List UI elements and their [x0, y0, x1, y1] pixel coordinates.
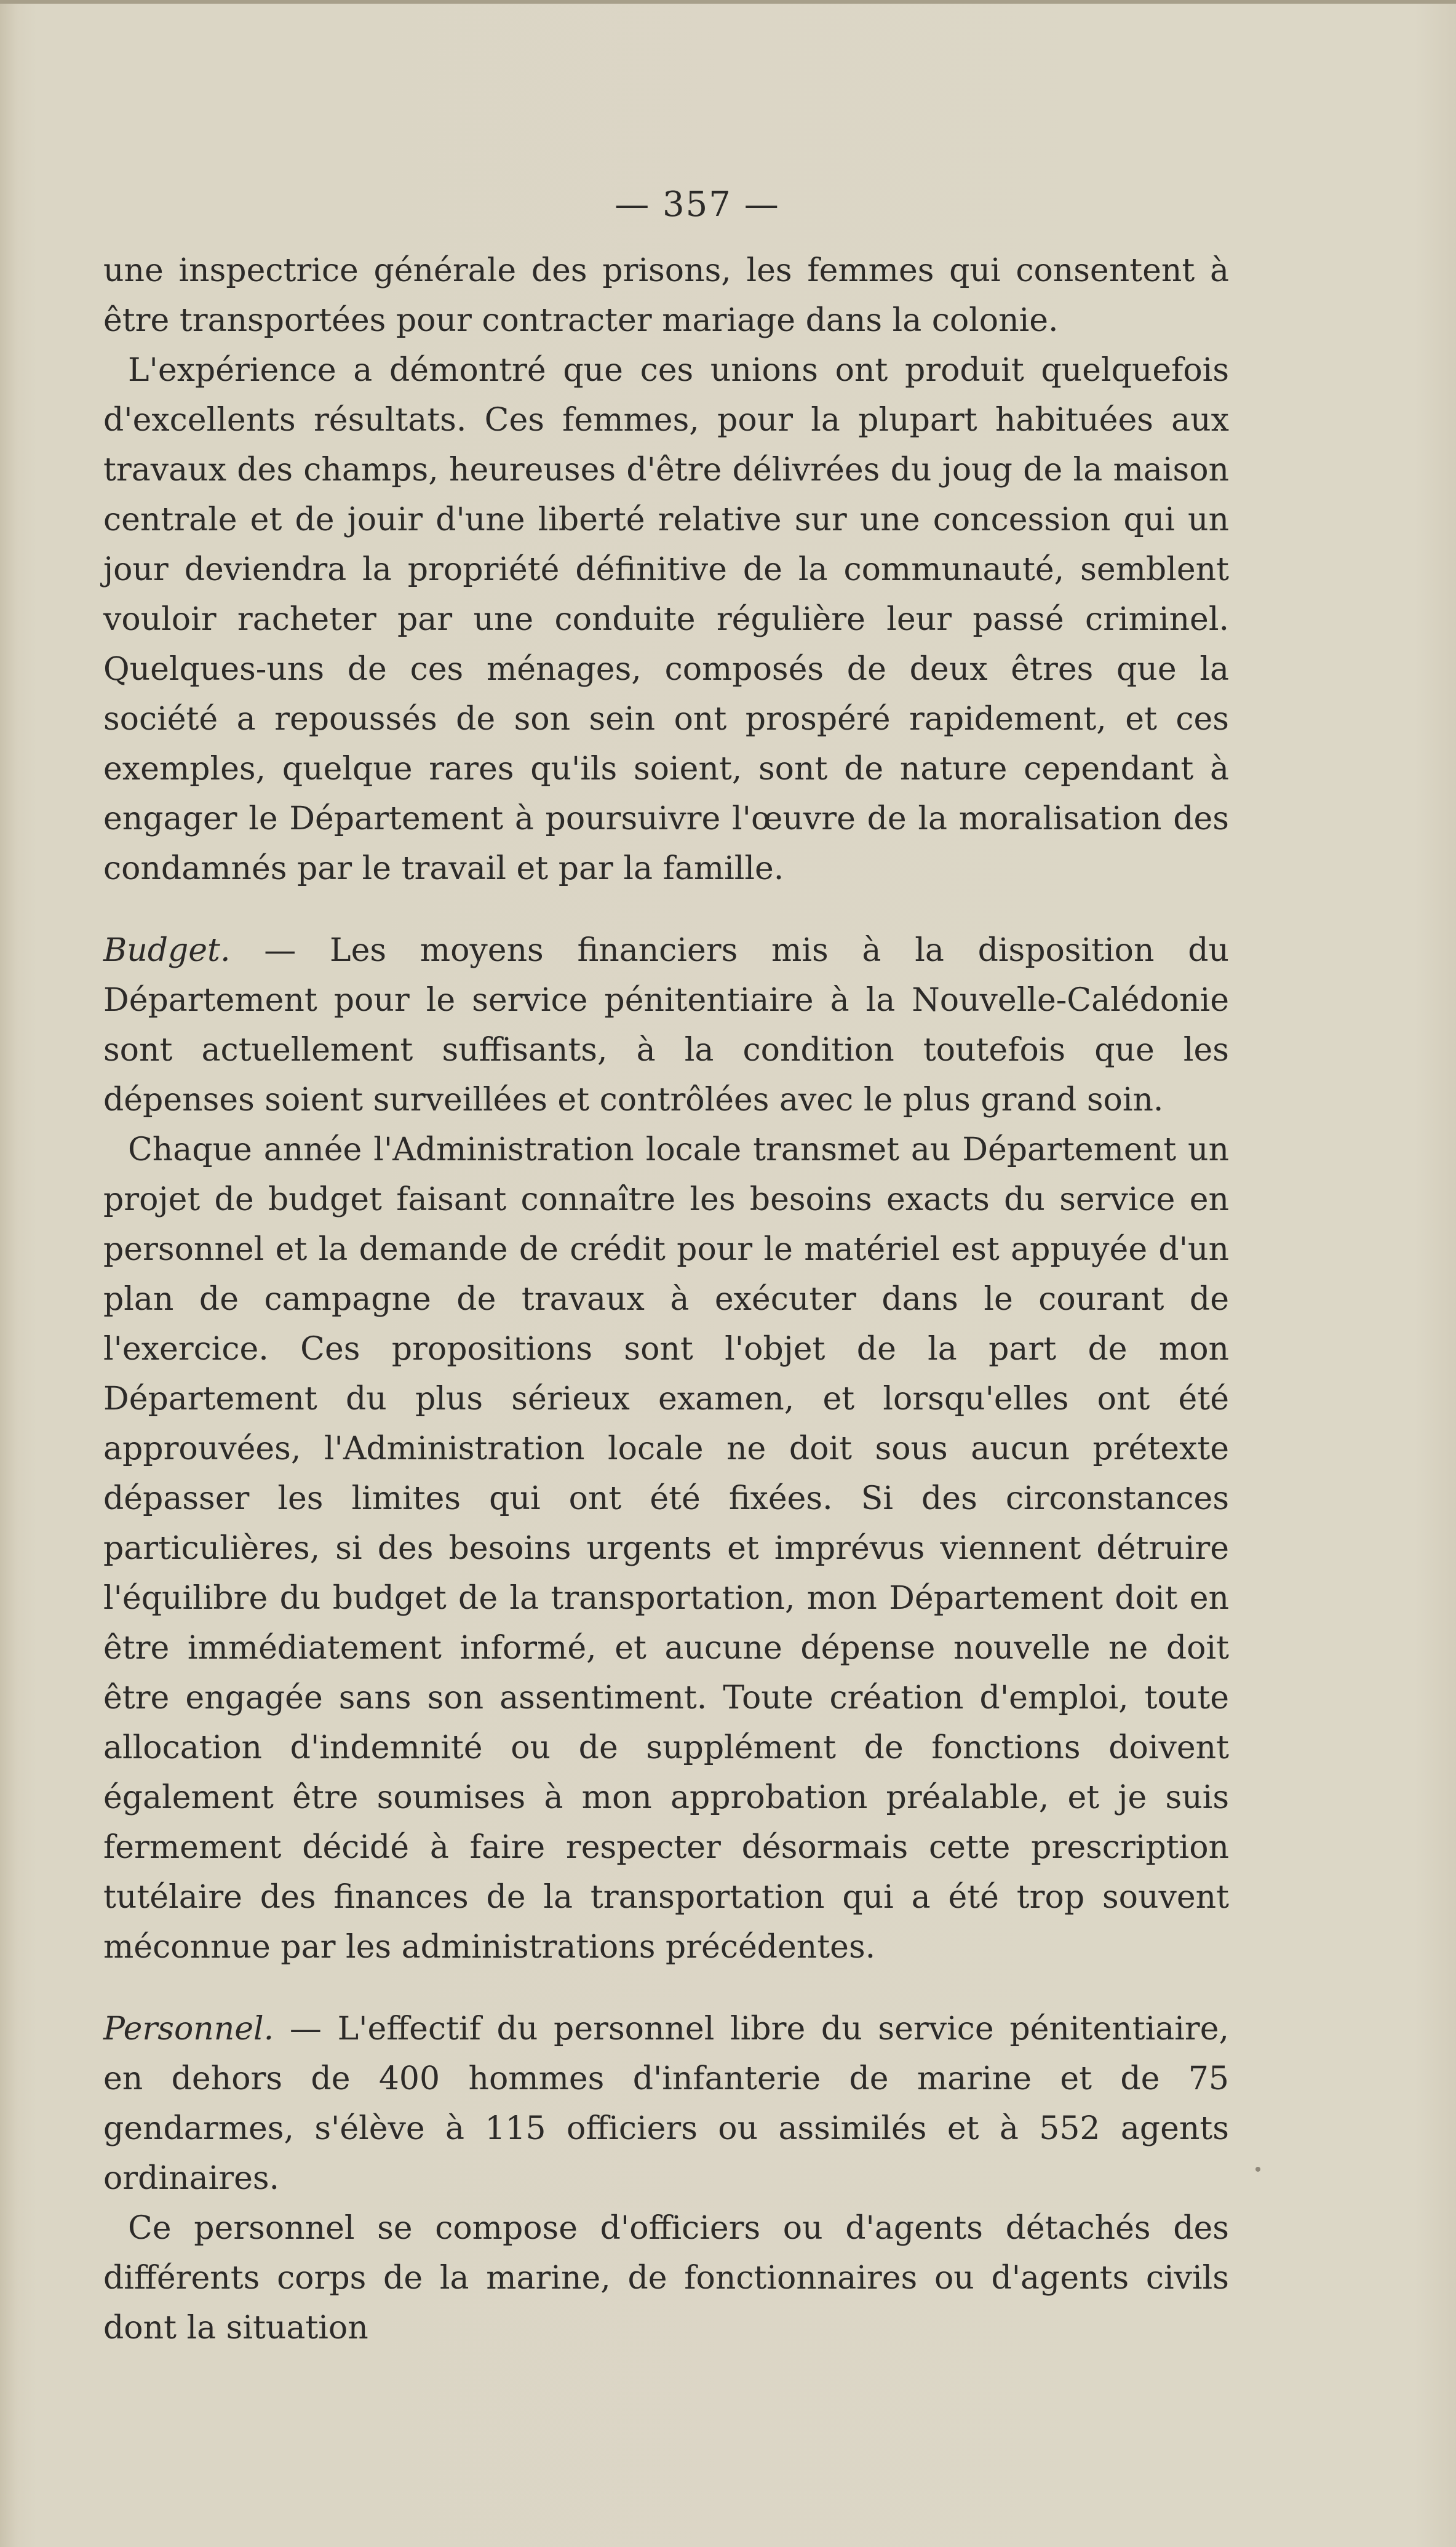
section-label-budget: Budget. — [103, 932, 231, 969]
paper-speck — [1255, 2167, 1260, 2172]
paragraph-budget — [103, 926, 1229, 1125]
paragraph-2 — [103, 346, 1229, 894]
body-text — [103, 246, 1229, 2353]
paragraph-1 — [103, 246, 1229, 346]
section-label-personnel: Personnel. — [103, 2011, 274, 2047]
paragraph-4-text: Chaque année l'Administration locale transmet au Département un projet de budget faisant connaître les besoins exacts du service en personnel et la demande de crédit pour le matériel est appuyée d'un plan de campagne de travaux à exécuter dans le courant de l'exercice. Ces propositions sont l'objet de la part de mon Département du plus sérieux examen, et lorsqu'elles ont été approuvées, l'Administration locale ne doit sous aucun prétexte dépasser les limites qui ont été fixées. Si des circonstances particulières, si des besoins urgents et imprévus viennent détruire l'équilibre du budget de la transportation, mon Département doit en être immédiatement informé, et aucune dépense nouvelle ne doit être engagée sans son assentiment. Toute création d'emploi, toute allocation d'indemnité ou de supplément de fonctions doivent également être soumises à mon approbation préalable, et je suis fermement décidé à faire respecter désormais cette prescription tutélaire des finances de la transportation qui a été trop souvent méconnue par les administrations précédentes. — [103, 1131, 1229, 1966]
page-top-edge — [0, 0, 1456, 4]
paragraph-4 — [103, 1125, 1229, 1972]
paragraph-budget-text: — Les moyens financiers mis à la disposition du Département pour le service pénitentiaire à la Nouvelle-Calédonie sont actuellement suffisants, à la condition toutefois que les dépenses soient surveillées et contrôlées avec le plus grand soin. — [103, 932, 1230, 1118]
paragraph-6 — [103, 2204, 1229, 2353]
paragraph-6-text: Ce personnel se compose d'officiers ou d'agents détachés des différents corps de la marine, de fonctionnaires ou d'agents civils dont la situation — [103, 2210, 1229, 2346]
paragraph-1-text: une inspectrice générale des prisons, les femmes qui consentent à être transportées pour contracter mariage dans la colonie. — [103, 252, 1229, 339]
paragraph-personnel — [103, 2004, 1229, 2204]
paragraph-2-text: L'expérience a démontré que ces unions ont produit quelquefois d'excellents résultats. Ces femmes, pour la plupart habituées aux travaux des champs, heureuses d'être délivrées du joug de la maison centrale et de jouir d'une liberté relative sur une concession qui un jour deviendra la propriété définitive de la communauté, semblent vouloir racheter par une conduite régulière leur passé criminel. Quelques-uns de ces ménages, composés de deux êtres que la société a repoussés de son sein ont prospéré rapidement, et ces exemples, quelque rares qu'ils soient, sont de nature cependant à engager le Département à poursuivre l'œuvre de la moralisation des condamnés par le travail et par la famille. — [103, 352, 1229, 887]
paragraph-personnel-text: — L'effectif du personnel libre du service pénitentiaire, en dehors de 400 hommes d'infanterie de marine et de 75 gendarmes, s'élève à 115 officiers ou assimilés et à 552 agents ordinaires. — [103, 2011, 1229, 2197]
page-number: — 357 — — [615, 185, 780, 225]
